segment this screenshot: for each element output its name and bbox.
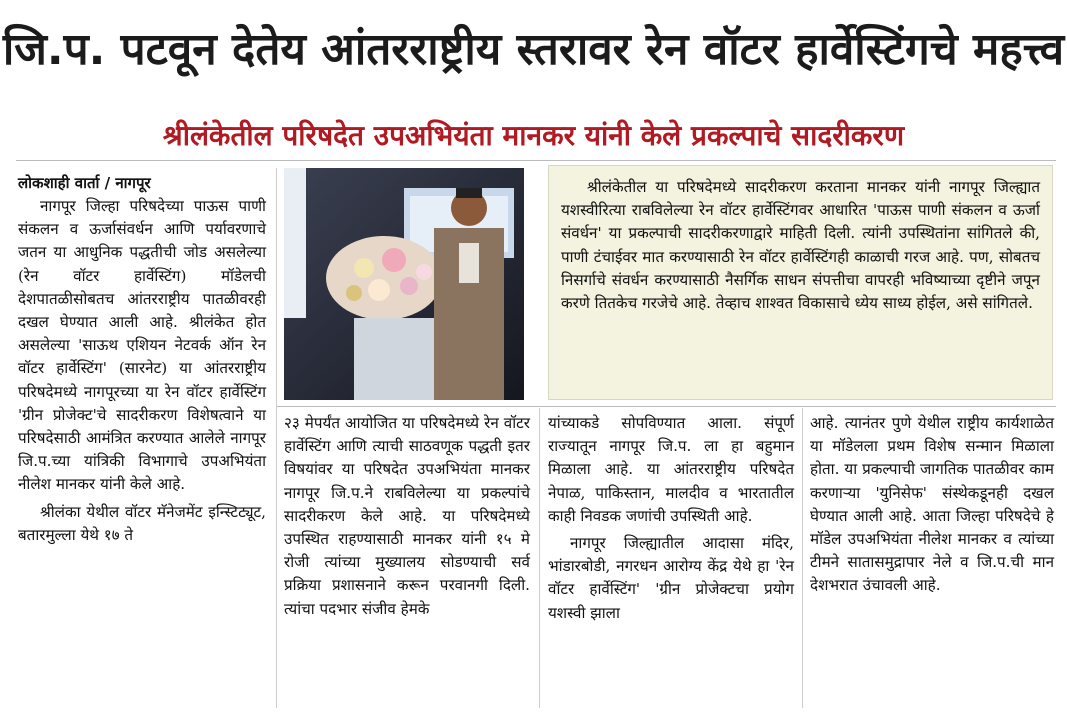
paragraph: आहे. त्यानंतर पुणे येथील राष्ट्रीय कार्यशाळेत या मॉडेलला प्रथम विशेष सन्मान मिळाला होता. या प्रकल्पाची जागतिक पातळीवर काम करणाऱ्या 'युनिसेफ' संस्थेकडूनही दखल घेण्यात आली आहे. आता जिल्हा परिषदेचे हे मॉडेल उपअभियंता नीलेश मानकर व त्यांच्या टीमने सातासमुद्रापार नेले व जि.प.ची मान देशभरात उंचावली आहे.: [810, 414, 1054, 595]
column-divider: [539, 408, 540, 708]
column-divider: [802, 408, 803, 708]
article-column-4: [810, 412, 1054, 598]
byline: लोकशाही वार्ता / नागपूर: [18, 174, 151, 192]
divider: [276, 406, 1056, 407]
article-column-2: [284, 412, 530, 621]
article-column-3: [548, 412, 794, 625]
paragraph: यांच्याकडे सोपविण्यात आला. संपूर्ण राज्यातून नागपूर जि.प. ला हा बहुमान मिळाला आहे. या आंतरराष्ट्रीय परिषदेत नेपाळ, पाकिस्तान, मालदीव व भारतातील काही निवडक जणांची उपस्थिती आहे.: [548, 414, 794, 525]
highlight-box: [548, 165, 1053, 400]
paragraph: २३ मेपर्यंत आयोजित या परिषदेमध्ये रेन वॉटर हार्वेस्टिंग आणि त्याची साठवणूक पद्धती इतर विषयांवर या परिषदेत उपअभियंता मानकर नागपूर जि.प.ने राबविलेल्या या प्रकल्पांचे सादरीकरण केले आहे. या परिषदेमध्ये उपस्थित राहण्यासाठी मानकर यांनी १५ मे रोजी त्यांच्या मुख्यालय सोडण्याची सर्व प्रक्रिया प्रशासनाने करून परवानगी दिली. त्यांचा पदभार संजीव हेमके: [284, 414, 530, 618]
paragraph: नागपूर जिल्ह्यातील आदासा मंदिर, भांडारबोडी, नगरधन आरोग्य केंद्र येथे हा 'रेन वॉटर हार्वेस्टिंग' 'ग्रीन प्रोजेक्टचा प्रयोग यशस्वी झाला: [548, 534, 794, 622]
subheadline: श्रीलंकेतील परिषदेत उपअभियंता मानकर यांनी केले प्रकल्पाचे सादरीकरण: [162, 119, 905, 152]
headline: जि.प. पटवून देतेय आंतरराष्ट्रीय स्तरावर रेन वॉटर हार्वेस्टिंगचे महत्त्व: [2, 24, 1065, 75]
divider: [16, 160, 1056, 161]
conference-photo: [284, 168, 524, 400]
paragraph: नागपूर जिल्हा परिषदेच्या पाऊस पाणी संकलन व ऊर्जासंवर्धन आणि पर्यावरणाचे जतन या आधुनिक पद्धतीची जोड असलेल्या (रेन वॉटर हार्वेस्टिंग) मॉडेलची देशपातळीसोबतच आंतरराष्ट्रीय पातळीवरही दखल घेण्यात आली आहे. श्रीलंकेत होत असलेल्या 'साऊथ एशियन नेटवर्क ऑन रेन वॉटर हार्वेस्टिंग' (सारनेट) या आंतरराष्ट्रीय परिषदेमध्ये नागपूरच्या या रेन वॉटर हार्वेस्टिंग 'ग्रीन प्रोजेक्ट'चे सादरीकरण विशेषत्वाने या परिषदेसाठी आमंत्रित करण्यात आलेले नागपूर जि.प.च्या यांत्रिकी विभागाचे उपअभियंता नीलेश मानकर यांनी केले आहे.: [18, 197, 266, 494]
paragraph: श्रीलंका येथील वॉटर मॅनेजमेंट इन्स्टिट्यूट, बतारमुल्ला येथे १७ ते: [18, 502, 266, 544]
column-divider: [276, 168, 277, 708]
speaker-at-podium-image: [284, 168, 524, 400]
article-column-1: [18, 172, 266, 547]
highlight-text: श्रीलंकेतील या परिषदेमध्ये सादरीकरण करताना मानकर यांनी नागपूर जिल्ह्यात यशस्वीरित्या राबविलेल्या रेन वॉटर हार्वेस्टिंगवर आधारित 'पाऊस पाणी संकलन व ऊर्जा संवर्धन' या प्रकल्पाची सादरीकरणाद्वारे माहिती दिली. त्यांनी उपस्थितांना सांगितले की, पाणी टंचाईवर मात करण्यासाठी रेन वॉटर हार्वेस्टिंगही काळाची गरज आहे. पण, सोबतच निसर्गाचे संवर्धन करण्यासाठी नैसर्गिक साधन संपत्तीचा वापरही भविष्याच्या दृष्टीने जपून करणे तितकेच गरजेचे आहे. तेव्हाच शाश्वत विकासाचे ध्येय साध्य होईल, असे सांगितले.: [561, 178, 1040, 313]
